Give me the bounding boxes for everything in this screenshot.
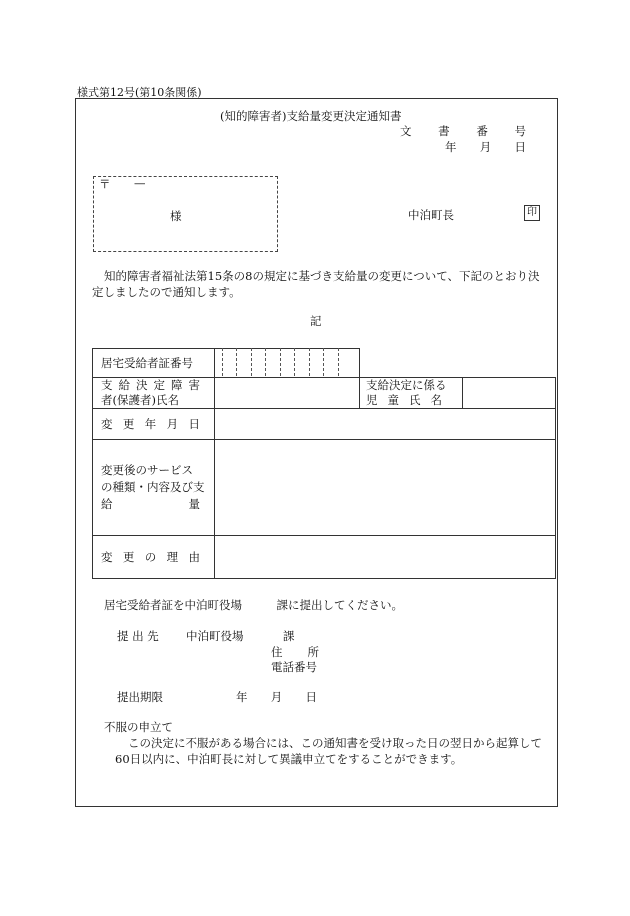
label-char: の: [144, 550, 157, 564]
label-char: 童: [387, 393, 399, 407]
label-char: 日: [188, 417, 200, 431]
decision-person-field[interactable]: [215, 378, 360, 409]
doc-number-label: [400, 123, 526, 139]
seal-mark: 印: [524, 205, 540, 221]
label-char: 月: [166, 417, 179, 431]
label-char: 氏: [409, 393, 421, 407]
label-char: 所: [307, 645, 319, 659]
change-date-field[interactable]: [215, 409, 556, 440]
label-char: 支: [101, 378, 113, 392]
address-box: [93, 176, 278, 252]
label-char: 年: [236, 690, 248, 704]
label-char: 月: [479, 140, 492, 154]
child-name-field[interactable]: [463, 378, 556, 409]
submit-to-label: 提 出 先: [117, 629, 159, 643]
deadline-date: [236, 689, 317, 705]
label-char: 害: [188, 378, 200, 392]
label-char: 名: [430, 393, 442, 407]
label-char: 年: [445, 140, 457, 154]
submit-to-section: 課: [283, 629, 295, 643]
label-char: 給: [101, 497, 113, 511]
appeal-heading: 不服の申立て: [104, 720, 173, 734]
deadline-label: 提出期限: [117, 690, 163, 704]
submit-note: 居宅受給者証を中泊町役場 課に提出してください。: [104, 598, 403, 612]
address-label: [271, 644, 319, 660]
appeal-line-1: この決定に不服がある場合には、この通知書を受け取った日の翌日から起算して: [128, 736, 542, 750]
label-char: 定: [153, 378, 165, 392]
service-label-line2: の種類・内容及び支: [101, 480, 205, 494]
label-char: 決: [136, 378, 148, 392]
label-char: 日: [514, 140, 526, 154]
label-char: 日: [305, 690, 317, 704]
reason-field[interactable]: [215, 536, 556, 579]
service-label-line1: 変更後のサービス: [101, 463, 193, 477]
label-char: 児: [366, 393, 378, 407]
label-char: 更: [122, 417, 135, 431]
cert-number-digit-boxes: [208, 348, 352, 376]
decision-person-label-line2: 者(保護者)氏名: [101, 393, 179, 407]
body-line-2: 定しましたので通知します。: [92, 285, 241, 299]
label-char: 書: [438, 124, 450, 138]
label-char: 文: [400, 124, 412, 138]
label-char: 理: [166, 550, 179, 564]
page-title: (知的障害者)支給量変更決定通知書: [220, 109, 402, 123]
label-char: 由: [188, 550, 200, 564]
label-char: 変: [101, 417, 113, 431]
postal-dash: —: [134, 176, 146, 190]
child-label: [360, 378, 463, 409]
label-char: 号: [514, 124, 526, 138]
label-char: 住: [271, 645, 283, 659]
recipient-suffix: 様: [170, 209, 182, 223]
change-date-label: [93, 409, 215, 440]
label-char: 更: [122, 550, 135, 564]
date-label: [445, 139, 526, 155]
cert-number-label: 居宅受給者証番号: [93, 349, 215, 378]
appeal-line-2: 60日以内に、中泊町長に対して異議申立てをすることができます。: [115, 752, 463, 766]
label-char: 給: [118, 378, 130, 392]
label-char: 月: [270, 690, 283, 704]
service-label: [93, 440, 215, 536]
submit-to-office: 中泊町役場: [186, 629, 244, 643]
body-line-1: 知的障害者福祉法第15条の8の規定に基づき支給量の変更について、下記のとおり決: [104, 269, 540, 283]
child-label-line1: 支給決定に係る: [366, 378, 447, 392]
label-char: 量: [188, 497, 200, 511]
postal-mark: 〒: [99, 177, 111, 191]
reason-label: [93, 536, 215, 579]
decision-person-label: [93, 378, 215, 409]
phone-label: 電話番号: [271, 660, 317, 674]
info-table: [92, 348, 556, 579]
table-gap: [360, 349, 556, 378]
label-char: 年: [144, 417, 157, 431]
issuer-name: 中泊町長: [408, 208, 454, 222]
service-field[interactable]: [215, 440, 556, 536]
label-char: 変: [101, 550, 113, 564]
label-char: 障: [171, 378, 183, 392]
ki-heading: 記: [310, 314, 322, 328]
form-number: 様式第12号(第10条関係): [77, 86, 202, 99]
label-char: 番: [476, 124, 488, 138]
